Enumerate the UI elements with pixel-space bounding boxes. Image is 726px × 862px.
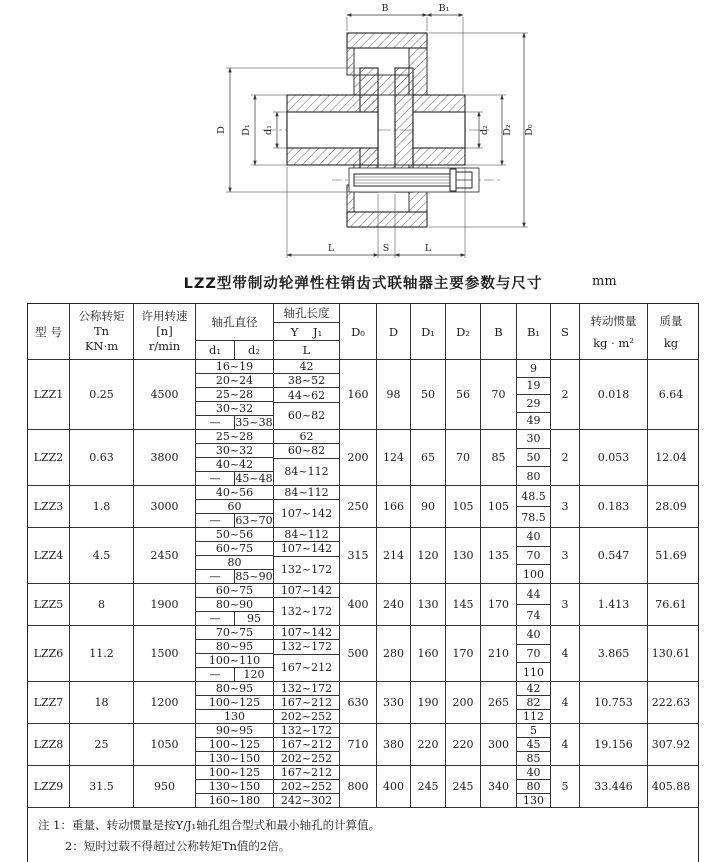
coupling-section-drawing — [0, 0, 726, 268]
header-speed-line: r/min — [148, 338, 181, 353]
bore-length-cell: 107~142 — [274, 541, 339, 555]
header-d2: d₂ — [248, 343, 260, 357]
d0-cell: 500 — [340, 626, 377, 681]
torque-cell: 8 — [70, 584, 134, 625]
torque-cell: 1.8 — [70, 486, 134, 527]
header-D: D — [377, 304, 411, 359]
header-bore-length: 轴孔长度 — [283, 305, 330, 320]
dim-label-D1: D₁ — [241, 124, 252, 136]
b1-cell: 49 — [517, 412, 550, 430]
s-cell: 5 — [551, 766, 580, 807]
b1-cell: 100 — [517, 564, 550, 583]
model-cell: LZZ3 — [28, 486, 70, 527]
d1-cell: 160 — [411, 626, 446, 681]
d-cell: 380 — [377, 724, 411, 765]
d0-cell: 630 — [340, 682, 377, 723]
d-cell: 214 — [377, 528, 411, 583]
bore-diameter-cell — [196, 569, 273, 583]
model-cell: LZZ7 — [28, 682, 70, 723]
mass-cell: 307.92 — [651, 738, 691, 751]
d2-cell: 200 — [446, 682, 481, 723]
bore-diameter-cell: 50~56 — [215, 528, 254, 541]
bore-d1-value: — — [196, 416, 235, 429]
header-B1: B₁ — [517, 304, 551, 359]
header-yj1: Y J₁ — [274, 322, 339, 341]
d-cell: 400 — [377, 766, 411, 807]
d0-cell: 160 — [340, 360, 377, 429]
header-bore-group — [196, 304, 340, 359]
speed-cell: 3800 — [134, 430, 196, 485]
bore-diameter-cell: 100~125 — [208, 766, 261, 779]
b-cell: 265 — [481, 682, 517, 723]
brake-wheel-web-top — [409, 48, 427, 95]
torque-cell: 4.5 — [70, 528, 134, 583]
b1-column — [517, 724, 551, 765]
table-row — [28, 486, 698, 528]
bore-diameter-cell: 25~28 — [196, 387, 273, 401]
header-D0: D₀ — [340, 304, 377, 359]
d1-cell: 50 — [411, 360, 446, 429]
b1-cell: 42 — [526, 682, 541, 695]
bore-diameter-stack — [196, 486, 274, 527]
bore-diameter-cell: 80~95 — [215, 682, 254, 695]
mass-cell: 12.04 — [655, 451, 687, 464]
bore-diameter-cell: 40~42 — [196, 457, 273, 471]
bore-length-cell: 62 — [299, 430, 314, 444]
d2-cell: 145 — [446, 584, 481, 625]
inertia-cell: 0.018 — [580, 360, 648, 429]
d1-cell: 220 — [411, 724, 446, 765]
inertia-cell: 1.413 — [580, 584, 648, 625]
b-cell: 340 — [481, 766, 517, 807]
speed-cell: 1500 — [134, 626, 196, 681]
speed-cell: 3000 — [134, 486, 196, 527]
dim-label-B1: B₁ — [438, 3, 450, 14]
header-model: 型 号 — [28, 304, 70, 359]
bore-length-cell: 107~142 — [274, 499, 339, 527]
torque-cell: 11.2 — [70, 626, 134, 681]
b1-cell: 44 — [526, 587, 541, 601]
table-row — [28, 766, 698, 808]
mass-cell: 130.61 — [651, 647, 691, 660]
bore-diameter-cell: 16~19 — [215, 360, 254, 373]
bore-length-cell: 84~112 — [274, 458, 339, 486]
dim-label-L-left: L — [327, 243, 335, 254]
b1-cell: 9 — [530, 361, 537, 375]
bore-d1-value: — — [196, 472, 235, 485]
d2-cell: 245 — [446, 766, 481, 807]
bore-diameter-cell: 80~90 — [196, 597, 273, 611]
bore-length-cell: 202~252 — [274, 751, 339, 765]
b1-cell: 130 — [517, 793, 550, 807]
header-d1: d₁ — [196, 341, 235, 359]
bore-diameter-cell: 70~75 — [215, 626, 254, 639]
bore-diameter-cell: 100~110 — [196, 653, 273, 667]
inertia-cell: 33.446 — [580, 766, 648, 807]
bore-length-cell: 132~172 — [280, 724, 333, 737]
bore-length-cell: 42 — [299, 360, 314, 374]
bore-diameter-cell — [196, 513, 273, 527]
bore-diameter-cell: 25~28 — [215, 430, 254, 443]
bore-length-cell: 242~302 — [274, 793, 339, 807]
speed-cell: 2450 — [134, 528, 196, 583]
bore-diameter-stack — [196, 766, 274, 807]
b1-column — [517, 528, 551, 583]
bore-length-cell: 44~62 — [274, 387, 339, 401]
bore-d2-value: 45~48 — [235, 472, 273, 485]
b-cell: 300 — [481, 724, 517, 765]
inertia-cell: 0.053 — [580, 430, 648, 485]
b1-cell: 74 — [517, 604, 550, 625]
header-torque-line: Tn — [93, 324, 110, 339]
header-torque-line: 公称转矩 — [78, 309, 125, 324]
bore-length-cell: 60~82 — [274, 443, 339, 457]
d2-cell: 130 — [446, 528, 481, 583]
bore-diameter-cell: 60~75 — [196, 541, 273, 555]
s-cell: 4 — [551, 626, 580, 681]
s-cell: 3 — [551, 584, 580, 625]
d0-cell: 315 — [340, 528, 377, 583]
technical-drawing — [0, 0, 726, 268]
header-inertia-line: kg · m² — [593, 336, 634, 351]
b1-cell: 70 — [517, 546, 550, 565]
s-cell: 3 — [551, 486, 580, 527]
bore-length-cell: 107~142 — [280, 626, 333, 640]
speed-cell: 4500 — [134, 360, 196, 429]
bore-d1-value: — — [196, 570, 235, 583]
bore-diameter-cell: 40~56 — [215, 486, 254, 499]
header-mass-line: 质量 — [659, 313, 683, 328]
d1-cell: 65 — [411, 430, 446, 485]
torque-cell: 0.25 — [70, 360, 134, 429]
header-speed-line: 许用转速 — [141, 309, 188, 324]
header-bore-diameter: 轴孔直径 — [196, 304, 273, 341]
bore-length-stack — [274, 766, 339, 807]
header-D2: D₂ — [446, 304, 481, 359]
header-B: B — [481, 304, 517, 359]
bore-diameter-cell: 100~125 — [196, 695, 273, 709]
bore-d1-value: — — [196, 668, 235, 681]
inertia-cell: 19.156 — [580, 724, 648, 765]
dim-label-d1: d₁ — [263, 125, 274, 135]
title-row — [0, 272, 726, 298]
b1-cell: 78.5 — [517, 506, 550, 527]
speed-cell: 950 — [134, 766, 196, 807]
torque-cell: 0.63 — [70, 430, 134, 485]
bore-d2-value: 95 — [247, 612, 261, 625]
torque-cell: 25 — [70, 724, 134, 765]
header-torque — [70, 304, 134, 359]
d2-cell: 56 — [446, 360, 481, 429]
bore-diameter-stack — [196, 626, 274, 681]
b1-column — [517, 626, 551, 681]
bore-length-cell: 132~172 — [274, 556, 339, 584]
bore-d2-value: 120 — [243, 668, 265, 681]
speed-cell: 1900 — [134, 584, 196, 625]
bore-length-cell: 202~252 — [274, 779, 339, 793]
bore-length-stack — [274, 360, 339, 429]
d1-cell: 90 — [411, 486, 446, 527]
bore-length-cell: 167~212 — [274, 695, 339, 709]
b-cell: 170 — [481, 584, 517, 625]
bore-diameter-cell: 160~180 — [196, 793, 273, 807]
d-cell: 124 — [377, 430, 411, 485]
d-cell: 280 — [377, 626, 411, 681]
bore-diameter-stack — [196, 682, 274, 723]
dim-label-B: B — [381, 3, 389, 14]
d1-cell: 130 — [411, 584, 446, 625]
b1-cell: 112 — [517, 709, 550, 723]
bore-length-stack — [274, 626, 339, 681]
b1-column — [517, 766, 551, 807]
unit-label: mm — [592, 274, 617, 289]
inertia-cell: 3.865 — [580, 626, 648, 681]
bore-diameter-cell: 90~95 — [215, 724, 254, 737]
mass-cell: 28.09 — [655, 500, 687, 513]
bore-length-cell: 38~52 — [274, 373, 339, 387]
header-torque-line: KN·m — [84, 338, 119, 353]
b-cell: 70 — [481, 360, 517, 429]
right-bore — [413, 112, 465, 148]
bore-columns — [196, 528, 340, 583]
bore-columns — [196, 430, 340, 485]
model-cell: LZZ2 — [28, 430, 70, 485]
s-cell: 2 — [551, 360, 580, 429]
spec-table — [27, 303, 699, 862]
bore-columns — [196, 360, 340, 429]
inertia-cell: 0.183 — [580, 486, 648, 527]
bore-length-cell: 84~112 — [284, 528, 329, 542]
mass-cell: 222.63 — [651, 696, 691, 709]
bore-diameter-stack — [196, 528, 274, 583]
d0-cell: 800 — [340, 766, 377, 807]
b1-cell: 5 — [530, 724, 537, 737]
speed-cell: 1200 — [134, 682, 196, 723]
bore-diameter-cell: 100~125 — [196, 737, 273, 751]
table-header — [28, 304, 698, 360]
dim-label-L-right: L — [424, 243, 432, 254]
dim-label-D: D — [216, 126, 227, 134]
table-body — [28, 360, 698, 808]
model-cell: LZZ6 — [28, 626, 70, 681]
model-cell: LZZ9 — [28, 766, 70, 807]
b1-cell: 82 — [517, 695, 550, 709]
dim-label-D2: D₂ — [502, 124, 513, 136]
bore-length-cell: 167~212 — [274, 654, 339, 682]
b1-column — [517, 584, 551, 625]
note-line-2: 2：短时过载不得超过公称转矩Tn值的2倍。 — [65, 839, 291, 854]
d0-cell: 710 — [340, 724, 377, 765]
d1-cell: 245 — [411, 766, 446, 807]
d1-cell: 120 — [411, 528, 446, 583]
b-cell: 85 — [481, 430, 517, 485]
brake-wheel-rim-top — [347, 33, 427, 48]
bore-diameter-stack — [196, 360, 274, 429]
torque-cell: 31.5 — [70, 766, 134, 807]
header-inertia — [580, 304, 648, 359]
speed-cell: 1050 — [134, 724, 196, 765]
left-bore — [287, 112, 378, 148]
bore-d1-value: — — [196, 612, 235, 625]
bore-diameter-cell: 130~150 — [196, 751, 273, 765]
mass-cell: 76.61 — [655, 598, 687, 611]
notes — [28, 808, 698, 862]
bore-length-stack — [274, 682, 339, 723]
bore-length-stack — [274, 724, 339, 765]
bore-diameter-cell: 20~24 — [196, 373, 273, 387]
dim-label-S: S — [382, 243, 390, 254]
bore-diameter-cell: 80~95 — [196, 639, 273, 653]
header-speed-line: [n] — [156, 324, 173, 339]
bore-length-cell: 167~212 — [280, 766, 333, 779]
bore-length-cell: 167~212 — [274, 737, 339, 751]
bore-diameter-cell: 130 — [196, 709, 273, 723]
page-title: LZZ型带制动轮弹性柱销齿式联轴器主要参数与尺寸 — [183, 276, 543, 292]
d-cell: 98 — [377, 360, 411, 429]
model-cell: LZZ1 — [28, 360, 70, 429]
bore-columns — [196, 584, 340, 625]
b1-cell: 110 — [517, 662, 550, 681]
b-cell: 210 — [481, 626, 517, 681]
bore-columns — [196, 724, 340, 765]
brake-wheel-rim-bottom — [347, 212, 427, 227]
dim-label-d2: d₂ — [479, 125, 490, 135]
bore-d1-value: — — [196, 514, 235, 527]
bore-diameter-cell: 60 — [196, 499, 273, 513]
b1-cell: 80 — [517, 466, 550, 485]
dim-label-D0: D₀ — [524, 124, 535, 136]
s-cell: 3 — [551, 528, 580, 583]
d-cell: 330 — [377, 682, 411, 723]
bore-diameter-stack — [196, 430, 274, 485]
bore-diameter-cell — [196, 667, 273, 681]
b-cell: 135 — [481, 528, 517, 583]
b1-column — [517, 360, 551, 429]
s-cell: 4 — [551, 682, 580, 723]
b1-cell: 85 — [517, 751, 550, 765]
bore-columns — [196, 486, 340, 527]
bore-d2-value: 63~70 — [235, 514, 273, 527]
header-S: S — [551, 304, 580, 359]
inertia-cell: 10.753 — [580, 682, 648, 723]
d2-cell: 105 — [446, 486, 481, 527]
bore-diameter-cell: 30~32 — [196, 401, 273, 415]
table-row — [28, 528, 698, 584]
bore-columns — [196, 626, 340, 681]
mass-cell: 51.69 — [655, 549, 687, 562]
b1-cell: 19 — [517, 377, 550, 395]
d2-cell: 220 — [446, 724, 481, 765]
s-cell: 4 — [551, 724, 580, 765]
bore-d2-value: 35~38 — [235, 416, 273, 429]
d1-cell: 190 — [411, 682, 446, 723]
table-row — [28, 584, 698, 626]
d2-cell: 170 — [446, 626, 481, 681]
b1-cell: 40 — [526, 766, 541, 779]
bore-columns — [196, 766, 340, 807]
d-cell: 166 — [377, 486, 411, 527]
bore-diameter-cell: 30~32 — [196, 443, 273, 457]
note-line-1: 注 1：重量、转动惯量是按Y/J₁轴孔组合型式和最小轴孔的计算值。 — [38, 818, 381, 832]
d0-cell: 200 — [340, 430, 377, 485]
bore-diameter-stack — [196, 724, 274, 765]
bore-length-stack — [274, 528, 339, 583]
bore-length-stack — [274, 486, 339, 527]
b1-cell: 45 — [517, 737, 550, 751]
b1-cell: 48.5 — [521, 489, 546, 503]
b1-column — [517, 486, 551, 527]
header-L: L — [274, 340, 339, 359]
bore-diameter-cell — [196, 415, 273, 429]
header-mass-line: kg — [663, 336, 679, 351]
bore-columns — [196, 682, 340, 723]
b1-cell: 40 — [526, 628, 541, 642]
b1-column — [517, 430, 551, 485]
mass-cell: 6.64 — [658, 388, 684, 401]
bore-length-cell: 84~112 — [284, 486, 329, 500]
b-cell: 105 — [481, 486, 517, 527]
bore-diameter-cell — [196, 611, 273, 625]
torque-cell: 18 — [70, 682, 134, 723]
header-mass — [648, 304, 694, 359]
b1-cell: 29 — [517, 394, 550, 412]
bore-diameter-stack — [196, 584, 274, 625]
brake-wheel-wall — [347, 48, 354, 75]
model-cell: LZZ8 — [28, 724, 70, 765]
table-row — [28, 682, 698, 724]
model-cell: LZZ5 — [28, 584, 70, 625]
b1-cell: 40 — [526, 530, 541, 544]
b1-column — [517, 682, 551, 723]
bore-diameter-cell: 80 — [196, 555, 273, 569]
b1-cell: 50 — [517, 448, 550, 467]
pin-washer — [450, 169, 456, 191]
table-row — [28, 724, 698, 766]
d0-cell: 400 — [340, 584, 377, 625]
bore-length-cell: 132~172 — [280, 682, 333, 695]
bore-length-stack — [274, 584, 339, 625]
bore-length-cell: 107~142 — [280, 584, 333, 598]
mass-cell: 405.88 — [651, 780, 691, 793]
bore-diameter-cell: 130~150 — [196, 779, 273, 793]
d2-cell: 70 — [446, 430, 481, 485]
header-speed — [134, 304, 196, 359]
inertia-cell: 0.547 — [580, 528, 648, 583]
header-D1: D₁ — [411, 304, 446, 359]
table-row — [28, 430, 698, 486]
table-row — [28, 626, 698, 682]
bore-length-cell: 132~172 — [274, 639, 339, 653]
d-cell: 240 — [377, 584, 411, 625]
b1-cell: 80 — [517, 779, 550, 793]
bore-length-cell: 60~82 — [274, 402, 339, 429]
header-inertia-line: 转动惯量 — [590, 313, 637, 328]
bore-length-stack — [274, 430, 339, 485]
d0-cell: 250 — [340, 486, 377, 527]
bore-length-cell: 132~172 — [274, 597, 339, 625]
brake-wheel-hub-top — [354, 75, 409, 95]
s-cell: 2 — [551, 430, 580, 485]
bore-diameter-cell — [196, 471, 273, 485]
bore-d2-value: 85~90 — [235, 570, 273, 583]
model-cell: LZZ4 — [28, 528, 70, 583]
table-row — [28, 360, 698, 430]
bore-length-cell: 202~252 — [274, 709, 339, 723]
bore-diameter-cell: 60~75 — [215, 584, 254, 597]
b1-cell: 30 — [526, 432, 541, 446]
b1-cell: 70 — [517, 644, 550, 663]
